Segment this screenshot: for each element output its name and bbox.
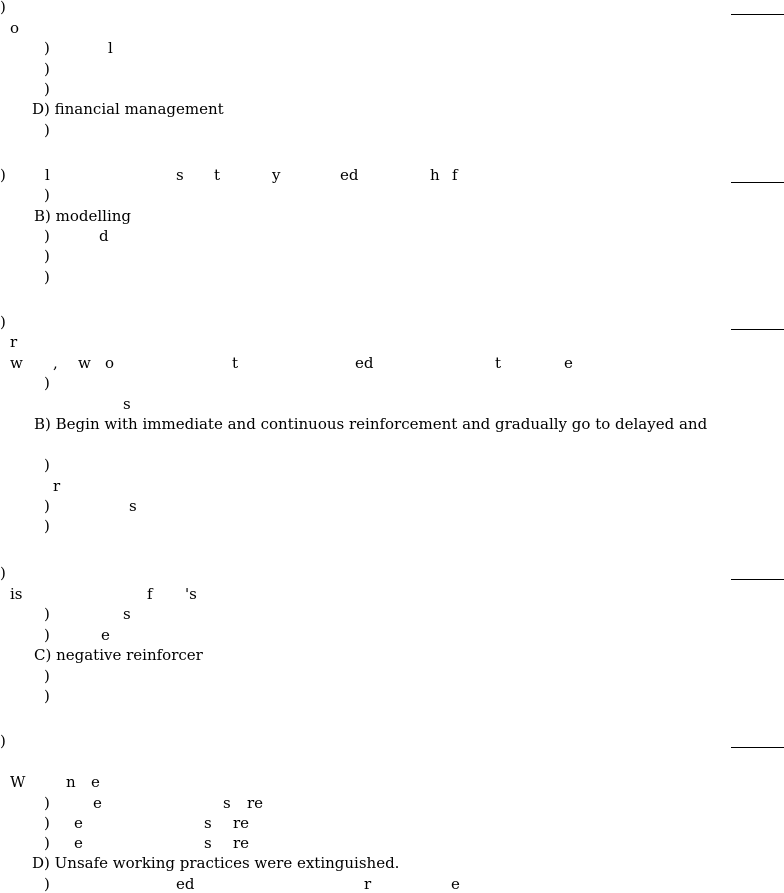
option-d: ): [44, 667, 50, 685]
option-e: ): [44, 875, 50, 893]
question-stem-fragment: h: [430, 166, 440, 184]
option-b: B) Begin with immediate and continuous reinforcement and gradually go to delayed and: [34, 415, 708, 433]
option-b: B) modelling: [34, 207, 132, 225]
option-b-fragment: e: [101, 626, 110, 644]
option-b-fragment: re: [233, 814, 250, 832]
question-stem-fragment: is: [10, 585, 23, 603]
answer-rule-q3: [731, 329, 784, 330]
option-b: ): [44, 814, 50, 832]
question-stem-fragment: f: [452, 166, 458, 184]
question-number: ): [0, 166, 6, 184]
question-stem-fragment: l: [45, 166, 50, 184]
option-a-fragment: s: [123, 395, 131, 413]
option-e: ): [44, 268, 50, 286]
option-d: ): [44, 497, 50, 515]
option-e: ): [44, 121, 50, 139]
question-stem-fragment: n: [66, 773, 76, 791]
question-stem-fragment: ed: [340, 166, 359, 184]
answer-rule-q5: [731, 747, 784, 748]
option-c-fragment: re: [233, 834, 250, 852]
question-stem-fragment: y: [272, 166, 281, 184]
answer-rule-q2: [731, 182, 784, 183]
option-c-fragment: s: [204, 834, 212, 852]
option-a-fragment: s: [223, 794, 231, 812]
question-stem-fragment: f: [147, 585, 153, 603]
option-c: ): [44, 456, 50, 474]
option-a: ): [44, 605, 50, 623]
option-d-fragment: s: [129, 497, 137, 515]
option-a: ): [44, 374, 50, 392]
question-stem-fragment: e: [564, 354, 573, 372]
question-stem: o: [10, 19, 20, 37]
option-d: ): [44, 247, 50, 265]
question-number: ): [0, 564, 6, 582]
question-number: ): [0, 313, 6, 331]
option-a: ): [44, 186, 50, 204]
option-a-fragment: e: [93, 794, 102, 812]
option-c-fragment: e: [74, 834, 83, 852]
option-b-fragment: s: [204, 814, 212, 832]
option-c-fragment: d: [99, 227, 109, 245]
question-stem-fragment: t: [495, 354, 502, 372]
option-e-fragment: e: [451, 875, 460, 893]
question-number: ): [0, 732, 6, 750]
question-stem-fragment: ,: [53, 354, 58, 372]
question-stem-fragment: o: [105, 354, 115, 372]
question-stem-fragment: t: [232, 354, 239, 372]
question-stem-line-1: r: [10, 333, 18, 351]
option-c: ): [44, 834, 50, 852]
option-d: D) Unsafe working practices were extinguished.: [32, 854, 400, 872]
option-c-fragment: r: [53, 477, 61, 495]
question-number: ): [0, 0, 6, 16]
answer-rule-q4: [731, 579, 784, 580]
option-d: D) financial management: [32, 100, 224, 118]
option-b: ): [44, 60, 50, 78]
option-e: ): [44, 517, 50, 535]
question-stem-fragment: t: [214, 166, 221, 184]
option-b-fragment: e: [74, 814, 83, 832]
option-a-fragment: l: [108, 39, 113, 57]
option-e: ): [44, 687, 50, 705]
question-stem-fragment: e: [91, 773, 100, 791]
option-a: ): [44, 794, 50, 812]
option-e-fragment: r: [364, 875, 372, 893]
option-a-fragment: s: [123, 605, 131, 623]
question-stem-fragment: s: [176, 166, 184, 184]
option-b: ): [44, 626, 50, 644]
answer-rule-q1: [731, 14, 784, 15]
question-stem-fragment: ed: [355, 354, 374, 372]
question-stem-fragment: w: [78, 354, 91, 372]
option-a-fragment: re: [247, 794, 264, 812]
option-c: ): [44, 80, 50, 98]
option-c: C) negative reinforcer: [34, 646, 203, 664]
option-a: ): [44, 39, 50, 57]
question-stem-fragment: w: [10, 354, 23, 372]
option-c: ): [44, 227, 50, 245]
question-stem-fragment: 's: [185, 585, 197, 603]
option-e-fragment: ed: [176, 875, 195, 893]
question-stem-fragment: W: [10, 773, 26, 791]
